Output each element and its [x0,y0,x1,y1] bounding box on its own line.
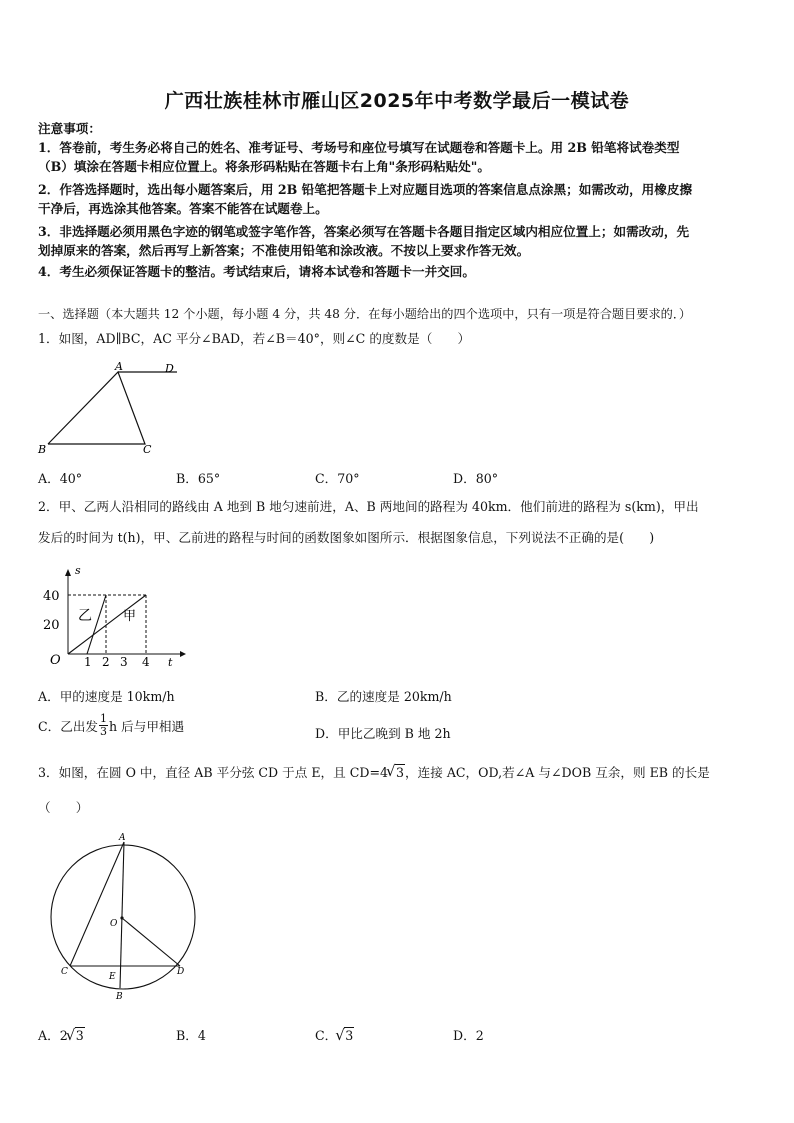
x-tick-4: 4 [142,655,150,669]
q3-figure [40,828,220,1008]
q3-option-a-prefix: A．2 [38,1028,68,1043]
q2-option-c-prefix: C．乙出发 [38,719,99,734]
q2-option-c-suffix: h 后与甲相遇 [109,719,185,734]
q3-stem-radicand: 3 [396,765,405,780]
q2-option-b: B．乙的速度是 20km/h [315,689,452,704]
q1-option-d: D．80° [453,471,499,486]
notice-item-3-line-2: 划掉原来的答案，然后再写上新答案；不准使用铅笔和涂改液。不按以上要求作答无效。 [38,243,530,258]
segment-od [122,918,180,966]
t-axis-arrow [180,651,186,657]
x-tick-1: 1 [84,655,92,669]
q2-option-c [38,713,184,738]
y-tick-40: 40 [43,589,60,604]
q3-label-d: D [177,967,185,977]
q1-figure [30,358,190,458]
q2-graph [38,564,188,670]
label-jia: 甲 [123,609,137,624]
q3-label-e: E [109,972,116,982]
q1-label-a: A [115,360,123,373]
q3-option-c-sqrt [337,1028,354,1043]
line-jia [68,595,146,654]
line-yi [87,595,106,654]
q3-option-c-radicand: 3 [345,1028,354,1043]
q3-option-a-radicand: 3 [75,1028,84,1043]
q3-option-a [38,1025,85,1044]
q3-label-c: C [61,967,68,977]
section-heading: 一、选择题（本大题共 12 个小题，每小题 4 分，共 48 分．在每小题给出的四个选项中，只有一项是符合题目要求的．） [38,307,692,321]
center-dot [120,916,123,919]
t-axis-label: t [168,656,173,669]
q1-option-a: A．40° [38,471,83,486]
notice-item-1-line-1: 1．答卷前，考生务必将自己的姓名、准考证号、考场号和座位号填写在试题卷和答题卡上。用 2B 铅笔将试卷类型 [38,140,680,155]
y-tick-20: 20 [43,618,60,633]
q3-option-a-sqrt [68,1028,85,1043]
q2-option-c-denominator: 3 [100,725,108,738]
q3-label-a: A [119,833,126,843]
notice-item-3-line-1: 3．非选择题必须用黑色字迹的钢笔或签字笔作答，答案必须写在答题卡各题目指定区域内相应位置上；如需改动，先 [38,224,690,239]
q3-option-c-prefix: C． [315,1028,338,1043]
origin-label: O [50,653,61,668]
q2-option-a: A．甲的速度是 10km/h [38,689,175,704]
label-yi: 乙 [78,608,92,624]
q2-stem-line-2: 发后的时间为 t(h)，甲、乙前进的路程与时间的函数图象如图所示．根据图象信息，下列说法不正确的是( ) [38,530,655,545]
x-tick-3: 3 [120,655,128,669]
q3-option-b: B．4 [176,1028,206,1043]
q3-stem-prefix: 3．如图，在圆 O 中，直径 AB 平分弦 CD 于点 E，且 CD=4 [38,765,389,780]
q1-option-b: B．65° [176,471,221,486]
q3-label-o: O [110,919,118,929]
exam-title: 广西壮族桂林市雁山区2025年中考数学最后一模试卷 [164,90,630,112]
q3-label-b: B [116,992,123,1002]
q1-label-b: B [38,443,47,456]
notice-item-4: 4．考生必须保证答题卡的整洁。考试结束后，请将本试卷和答题卡一并交回。 [38,264,475,279]
q3-stem-sqrt [388,765,405,781]
notice-item-2-line-2: 干净后，再选涂其他答案。答案不能答在试题卷上。 [38,201,328,216]
q3-stem-line-1 [38,765,710,781]
q1-stem: 1．如图，AD∥BC，AC 平分∠BAD，若∠B＝40°，则∠C 的度数是（ ） [38,331,471,346]
notice-item-2-line-1: 2．作答选择题时，选出每小题答案后，用 2B 铅笔把答题卡上对应题目选项的答案信息点涂黑；如需改动，用橡皮擦 [38,182,693,197]
s-axis-arrow [65,569,71,576]
q2-stem-line-1: 2．甲、乙两人沿相同的路线由 A 地到 B 地匀速前进，A、B 两地间的路程为 40km．他们前进的路程为 s(km)，甲出 [38,499,699,514]
q1-label-c: C [143,443,152,456]
notice-item-1-line-2: （B）填涂在答题卡相应位置上。将条形码粘贴在答题卡右上角"条形码粘贴处"。 [38,159,490,174]
notice-heading: 注意事项： [38,121,101,136]
q2-option-d: D．甲比乙晚到 B 地 2h [315,726,451,741]
x-tick-2: 2 [102,655,110,669]
q1-label-d: D [165,362,174,375]
q3-option-c [315,1025,354,1044]
q3-option-d: D．2 [453,1028,484,1043]
s-axis-label: s [75,564,81,577]
q3-stem-line-2: （ ） [38,800,89,815]
triangle-abc [48,372,145,444]
q2-option-c-numerator: 1 [100,712,108,725]
q1-option-c: C．70° [315,471,360,486]
q3-stem-suffix: ，连接 AC，OD,若∠A 与∠DOB 互余，则 EB 的长是 [405,765,710,780]
q2-option-c-fraction [99,713,108,738]
